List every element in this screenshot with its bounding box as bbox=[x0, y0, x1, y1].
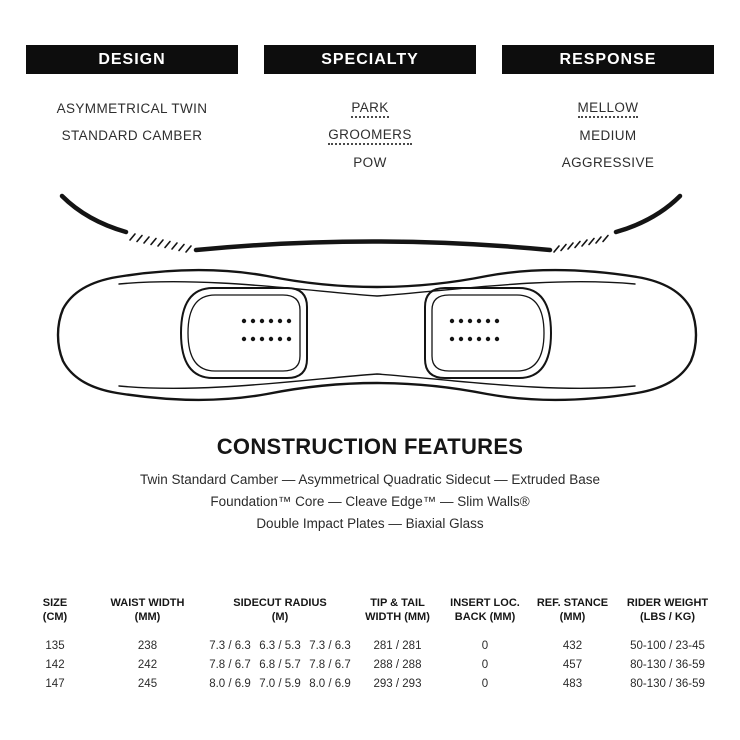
table-cell: 238 bbox=[137, 640, 158, 652]
attribute-item bbox=[264, 122, 476, 149]
table-cell: 7.0 / 5.9 bbox=[259, 678, 301, 690]
table-cell: 242 bbox=[137, 659, 158, 671]
attribute-value: MELLOW bbox=[578, 100, 639, 118]
column-header bbox=[355, 596, 440, 624]
tail-transition-hatch-icon bbox=[554, 236, 608, 253]
table-cell: 7.8 / 6.7 bbox=[309, 659, 351, 671]
table-cell: 80-130 / 36-59 bbox=[630, 678, 705, 690]
column-header-line1: WAIST WIDTH bbox=[110, 597, 185, 609]
nose-tip-curve-icon bbox=[62, 196, 126, 232]
column-header-line2: (LBS / KG) bbox=[640, 611, 695, 623]
construction-features-list bbox=[0, 469, 740, 535]
attribute-list bbox=[264, 95, 476, 176]
camber-profile-diagram bbox=[50, 188, 690, 265]
column-header-line2: (MM) bbox=[134, 611, 161, 623]
attribute-item bbox=[502, 122, 714, 149]
table-cell: 245 bbox=[137, 678, 158, 690]
attribute-value: STANDARD CAMBER bbox=[61, 128, 203, 143]
table-cell: 0 bbox=[481, 678, 489, 690]
attribute-item bbox=[502, 95, 714, 122]
attribute-value: AGGRESSIVE bbox=[561, 155, 655, 170]
attr-column-design bbox=[26, 45, 238, 176]
tail-tip-curve-icon bbox=[616, 196, 680, 232]
board-top-view-diagram bbox=[55, 263, 700, 413]
board-inner-edge-top-icon bbox=[119, 282, 635, 296]
table-cell: 483 bbox=[562, 678, 583, 690]
table-cell: 0 bbox=[481, 659, 489, 671]
table-cell: 288 / 288 bbox=[373, 659, 422, 671]
attr-column-response bbox=[502, 45, 714, 176]
table-cell: 142 bbox=[45, 659, 65, 671]
table-cell: 7.3 / 6.3 bbox=[309, 640, 351, 652]
rear-insert-pad-outer-icon bbox=[425, 288, 551, 378]
table-cell: 147 bbox=[45, 678, 65, 690]
table-cell: 281 / 281 bbox=[373, 640, 422, 652]
camber-arc-icon bbox=[196, 242, 550, 251]
column-header-line2: (MM) bbox=[559, 611, 586, 623]
column-header bbox=[440, 596, 530, 624]
column-header-line2: (CM) bbox=[42, 611, 68, 623]
attribute-item bbox=[26, 95, 238, 122]
board-outline-icon bbox=[58, 270, 696, 400]
attribute-list bbox=[26, 95, 238, 149]
attr-column-specialty bbox=[264, 45, 476, 176]
column-header bbox=[90, 596, 205, 624]
attribute-value: POW bbox=[353, 155, 387, 170]
attribute-item bbox=[26, 122, 238, 149]
column-header-line2: (M) bbox=[271, 611, 289, 623]
construction-features-title: CONSTRUCTION FEATURES bbox=[216, 434, 524, 459]
table-cell: 80-130 / 36-59 bbox=[630, 659, 705, 671]
attribute-item bbox=[264, 95, 476, 122]
section-header-bar: DESIGN bbox=[26, 45, 238, 74]
table-cell: 457 bbox=[562, 659, 583, 671]
section-header-bar: RESPONSE bbox=[502, 45, 714, 74]
construction-feature-line: Twin Standard Camber — Asymmetrical Quadratic Sidecut — Extruded Base bbox=[140, 472, 600, 487]
column-header bbox=[205, 596, 355, 624]
attribute-list bbox=[502, 95, 714, 176]
front-insert-pad-inner-icon bbox=[188, 295, 300, 371]
column-header-line1: REF. STANCE bbox=[536, 597, 609, 609]
table-cell: 6.3 / 5.3 bbox=[259, 640, 301, 652]
table-row bbox=[20, 637, 720, 656]
table-cell: 50-100 / 23-45 bbox=[630, 640, 705, 652]
table-cell: 7.3 / 6.3 bbox=[209, 640, 251, 652]
attribute-value: ASYMMETRICAL TWIN bbox=[56, 101, 208, 116]
front-insert-pad-outer-icon bbox=[181, 288, 307, 378]
column-header-line2: WIDTH (MM) bbox=[365, 611, 430, 623]
spec-table-rows bbox=[20, 637, 720, 694]
construction-feature-line: Double Impact Plates — Biaxial Glass bbox=[256, 516, 484, 531]
column-header-line1: INSERT LOC. bbox=[450, 597, 520, 609]
attribute-value: GROOMERS bbox=[328, 127, 411, 145]
table-cell: 0 bbox=[481, 640, 489, 652]
table-cell: 6.8 / 5.7 bbox=[259, 659, 301, 671]
attribute-value: MEDIUM bbox=[579, 128, 637, 143]
table-cell: 8.0 / 6.9 bbox=[309, 678, 351, 690]
table-cell: 293 / 293 bbox=[373, 678, 422, 690]
rear-insert-pad-inner-icon bbox=[432, 295, 544, 371]
table-cell: 135 bbox=[45, 640, 65, 652]
column-header bbox=[530, 596, 615, 624]
attribute-value: PARK bbox=[351, 100, 388, 118]
column-header-line1: TIP & TAIL bbox=[370, 597, 425, 609]
table-cell: 432 bbox=[562, 640, 583, 652]
attribute-item bbox=[502, 149, 714, 176]
attributes-section bbox=[26, 45, 714, 176]
nose-transition-hatch-icon bbox=[130, 234, 191, 252]
column-header-line1: SIDECUT RADIUS bbox=[233, 597, 327, 609]
table-cell: 8.0 / 6.9 bbox=[209, 678, 251, 690]
section-header-bar: SPECIALTY bbox=[264, 45, 476, 74]
table-row bbox=[20, 675, 720, 694]
front-insert-holes-icon bbox=[242, 319, 291, 341]
column-header bbox=[20, 596, 90, 624]
board-inner-edge-bottom-icon bbox=[119, 374, 635, 388]
column-header-line1: SIZE bbox=[42, 597, 68, 609]
spec-table-header bbox=[20, 596, 720, 624]
attribute-item bbox=[264, 149, 476, 176]
column-header bbox=[615, 596, 720, 624]
spec-table bbox=[20, 596, 720, 694]
column-header-line2: BACK (MM) bbox=[454, 611, 516, 623]
table-row bbox=[20, 656, 720, 675]
table-cell: 7.8 / 6.7 bbox=[209, 659, 251, 671]
rear-insert-holes-icon bbox=[450, 319, 499, 341]
construction-feature-line: Foundation™ Core — Cleave Edge™ — Slim Walls® bbox=[210, 494, 530, 509]
column-header-line1: RIDER WEIGHT bbox=[626, 597, 709, 609]
